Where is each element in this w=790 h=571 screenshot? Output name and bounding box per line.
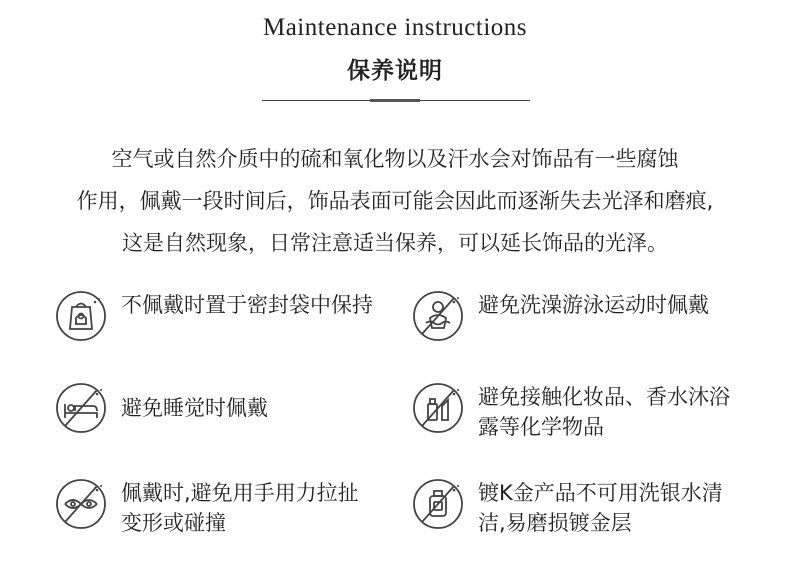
tip-item: [412, 478, 733, 538]
tip-item: [412, 382, 733, 442]
no-pulling-icon: [55, 478, 107, 530]
sealed-bag-icon: [55, 290, 107, 342]
title-divider-accent: [370, 99, 420, 102]
intro-paragraph: [0, 138, 790, 264]
page-title-en: Maintenance instructions: [262, 14, 527, 41]
tip-text: 避免睡觉时佩戴: [121, 396, 268, 420]
tip-text: 镀K金产品不可用洗银水清洁,易磨损镀金层: [478, 481, 723, 535]
tip-text: 不佩戴时置于密封袋中保持: [121, 293, 373, 317]
tip-item: [55, 382, 376, 434]
no-swimming-icon: [412, 290, 464, 342]
tip-item: [55, 478, 376, 538]
tip-text: 佩戴时,避免用手用力拉扯变形或碰撞: [121, 481, 359, 535]
no-cosmetics-icon: [412, 382, 464, 434]
no-sleeping-icon: [55, 382, 107, 434]
intro-line: 这是自然现象，日常注意适当保养，可以延长饰品的光泽。: [122, 231, 668, 255]
no-cleaner-icon: [412, 478, 464, 530]
page-title-cn: 保养说明: [347, 58, 443, 84]
tip-text: 避免接触化妆品、香水沐浴露等化学物品: [478, 385, 730, 439]
tip-text: 避免洗澡游泳运动时佩戴: [478, 293, 709, 317]
intro-line: 空气或自然介质中的硫和氧化物以及汗水会对饰品有一些腐蚀: [111, 147, 679, 171]
tip-item: [55, 290, 376, 342]
tip-item: [412, 290, 733, 342]
intro-line: 作用，佩戴一段时间后，饰品表面可能会因此而逐渐失去光泽和磨痕,: [76, 189, 714, 213]
